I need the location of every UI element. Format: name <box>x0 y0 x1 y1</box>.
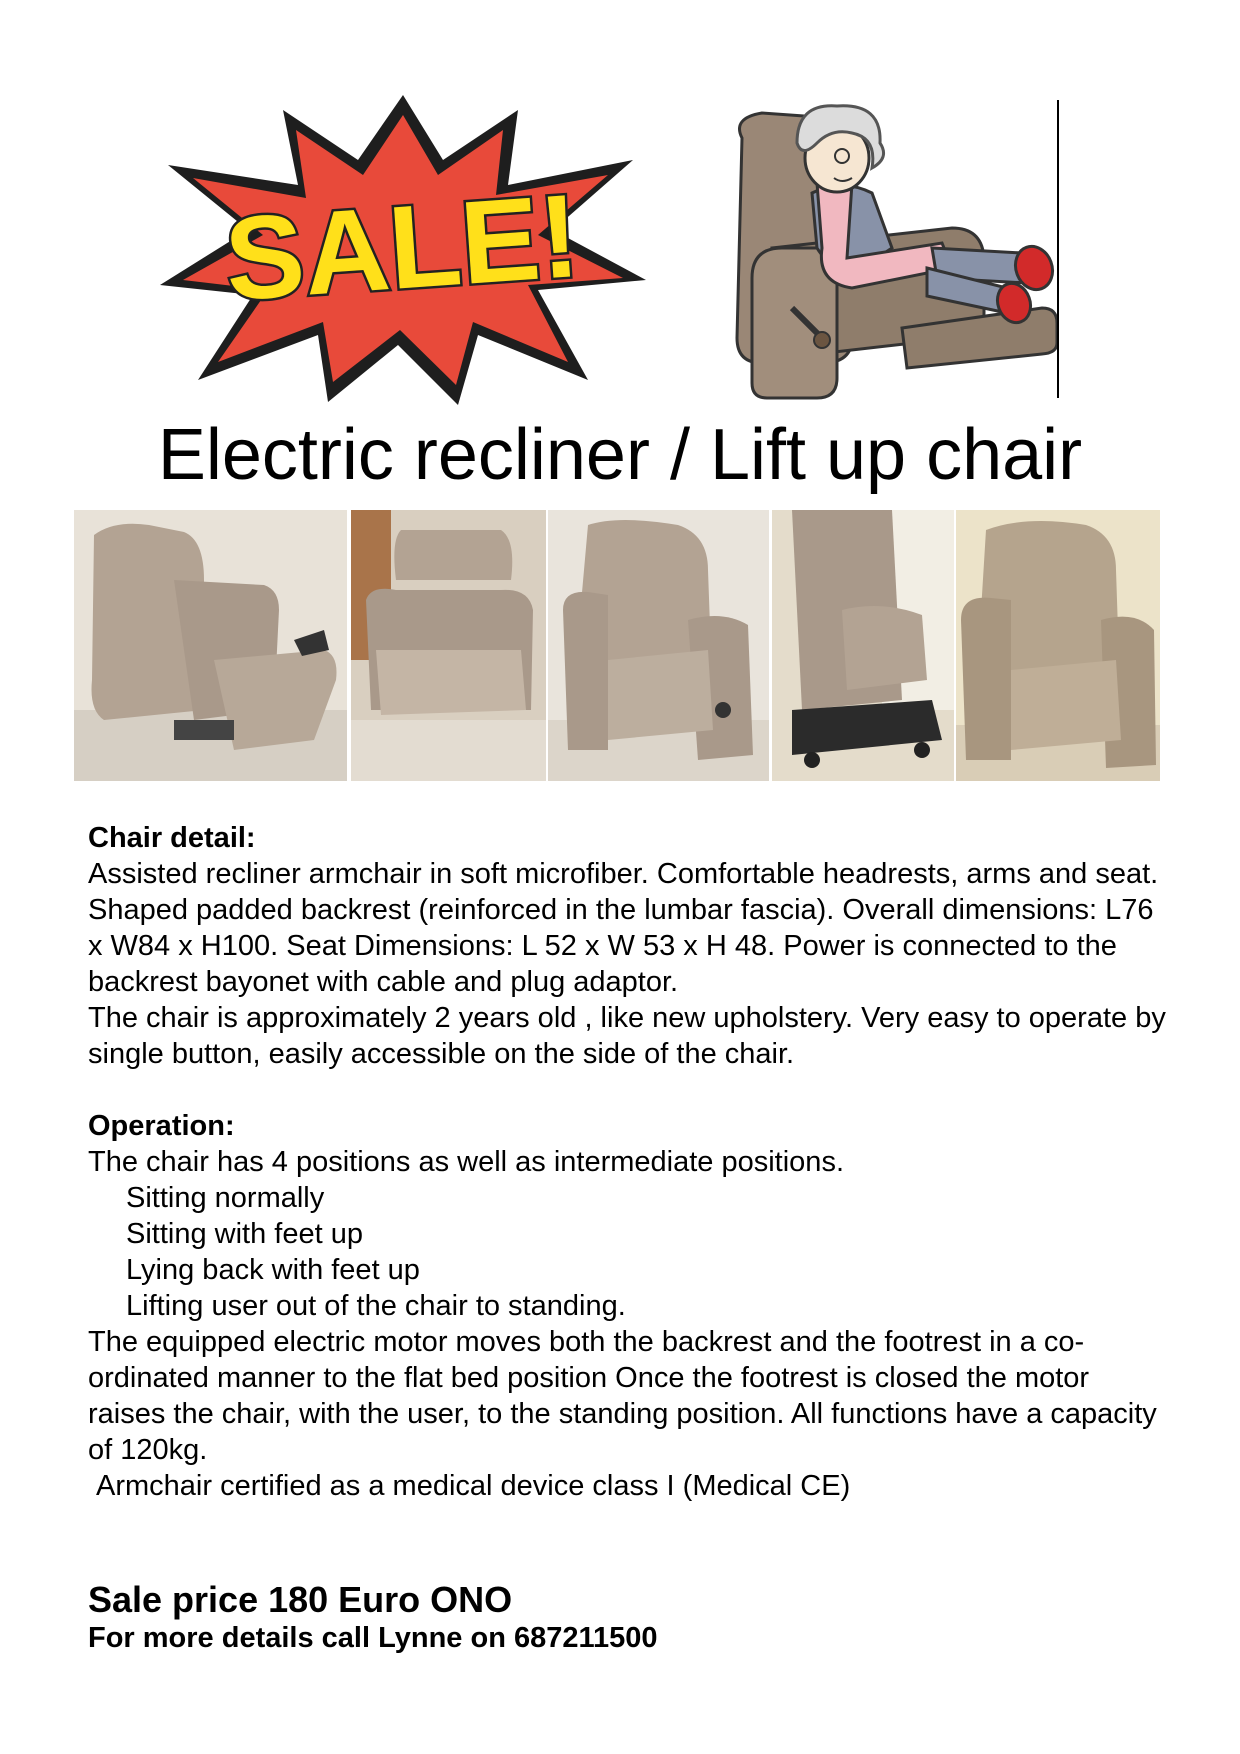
chair-detail-heading: Chair detail: <box>88 822 256 854</box>
page-title: Electric recliner / Lift up chair <box>157 415 1083 495</box>
listing-description <box>88 820 1168 1504</box>
chair-detail-paragraph: The chair is approximately 2 years old , like new upholstery. Very easy to operate by single button, easily accessible on the side of the chair. <box>88 1002 1166 1070</box>
vertical-divider <box>1057 100 1059 398</box>
position-item: Sitting normally <box>126 1182 325 1214</box>
sale-starburst-graphic <box>158 90 648 405</box>
operation-paragraph: The equipped electric motor moves both the backrest and the footrest in a co-ordinated manner to the flat bed position Once the footrest is closed the motor raises the chair, with the user, to the standing position. All functions have a capacity of 120kg. <box>88 1326 1157 1466</box>
position-item: Lifting user out of the chair to standing. <box>126 1290 626 1322</box>
position-item: Lying back with feet up <box>126 1254 420 1286</box>
certification-note: Armchair certified as a medical device class I (Medical CE) <box>96 1470 851 1502</box>
contact-details: For more details call Lynne on 687211500 <box>88 1622 658 1654</box>
sale-badge-text: SALE! <box>220 169 584 327</box>
sale-price: Sale price 180 Euro ONO <box>88 1579 513 1620</box>
chair-detail-paragraph: Assisted recliner armchair in soft microfiber. Comfortable headrests, arms and seat. Shaped padded backrest (reinforced in the lumbar fascia). Overall dimensions: L76 x W84 x H100. Seat Dimensions: L 52 x W 53 x H 48. Power is connected to the backrest bayonet with cable and plug adaptor. <box>88 858 1159 998</box>
operation-intro: The chair has 4 positions as well as intermediate positions. <box>88 1146 844 1178</box>
recliner-photo-sitting <box>548 510 769 781</box>
recliner-photo-lift-mechanism <box>772 510 954 781</box>
recliner-photo-feet-up <box>74 510 347 781</box>
recliner-photo-front-feet-up <box>351 510 546 781</box>
cartoon-woman-recliner-illustration <box>722 98 1062 403</box>
operation-heading: Operation: <box>88 1110 235 1142</box>
position-item: Sitting with feet up <box>126 1218 363 1250</box>
recliner-photo-upright <box>956 510 1160 781</box>
